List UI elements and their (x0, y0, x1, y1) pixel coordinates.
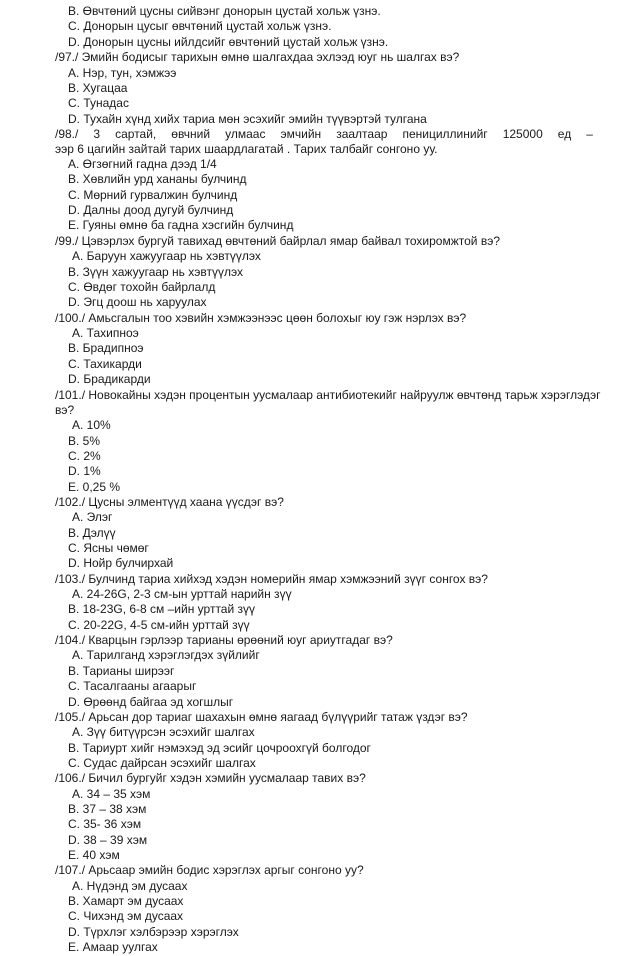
question-98-word: /98./ (55, 127, 79, 141)
question-text: /99./ Цэвэрлэх бургуй тавихад өвчтөний байрлал ямар байвал тохиромжтой вэ? (55, 234, 500, 248)
question-98-word: эмчийн (280, 127, 322, 141)
answer-option: C. Мөрний гурвалжин булчинд (68, 188, 238, 202)
answer-option: A. Тарилганд хэрэглэгдэх зүйлийг (72, 648, 260, 663)
answer-option: E. 40 хэм (68, 848, 120, 862)
question-98-word: өвчний (171, 127, 211, 141)
question-text: ээр 6 цагийн зайтай тарих шаардлагатай . Тарих талбайг сонгоно уу. (55, 142, 438, 156)
answer-option: C. Өвдөг тохойн байрлалд (68, 280, 216, 295)
answer-option: D. Далны доод дугуй булчинд (68, 203, 234, 217)
answer-option: E. 0,25 % (68, 479, 121, 494)
question-text: /97./ Эмийн бодисыг тарихын өмнө шалгахдаа эхлээд юуг нь шалгах вэ? (55, 50, 460, 64)
question-98-first-line (55, 127, 593, 143)
answer-option: C. Судас дайрсан эсэхийг шалгах (68, 755, 256, 770)
question-98-word: сартай, (115, 127, 157, 141)
answer-option: C. 35- 36 хэм (68, 817, 142, 832)
answer-option: D. Брадикарди (68, 372, 151, 387)
answer-option: C. 20-22G, 4-5 см-ийн урттай зүү (68, 617, 250, 632)
answer-option: D. 1% (68, 464, 101, 479)
question-text: /104./ Кварцын гэрлээр тарианы өрөөний юуг ариутгадаг вэ? (55, 633, 393, 648)
answer-option: B. Дэлүү (68, 525, 116, 540)
question-98-word: ед (557, 127, 572, 141)
answer-option: D. Түрхлэг хэлбэрээр хэрэглэх (68, 924, 239, 939)
question-text: вэ? (55, 402, 75, 417)
question-98-word: заалтаар (336, 127, 388, 141)
answer-option: D. Өрөөнд байгаа эд хогшлыг (68, 694, 234, 709)
answer-option: A. Өгзөгний гадна дээд 1/4 (68, 157, 217, 171)
answer-option: E. Гуяны өмнө ба гадна хэсгийн булчинд (68, 218, 294, 232)
question-98-word: 125000 (502, 127, 543, 141)
answer-option: D. Тухайн хүнд хийх тариа мөн эсэхийг эмийн түүвэртэй тулгана (68, 112, 427, 126)
answer-option: B. 18-23G, 6-8 см –ийн урттай зүү (68, 602, 256, 617)
answer-option: B. 37 – 38 хэм (68, 801, 147, 816)
answer-option: B. Өвчтөний цусны сийвэнг донорын цустай хольж үзнэ. (68, 4, 381, 18)
answer-option: B. Зүүн хажуугаар нь хэвтүүлэх (68, 264, 243, 279)
answer-option: A. 34 – 35 хэм (72, 786, 151, 801)
answer-option: E. Амаар уулгах (68, 940, 158, 955)
answer-option: B. Хөвлийн урд хананы булчинд (68, 172, 247, 186)
question-text: /100./ Амьсгалын тоо хэвийн хэмжээнээс цөөн болохыг юу гэж нэрлэх вэ? (55, 310, 467, 325)
answer-option: C. Тунадас (68, 96, 129, 110)
question-text: /101./ Новокайны хэдэн процентын уусмалаар антибиотекийг найруулж өвчтөнд тарьж хэрэглэдэг (55, 387, 601, 402)
answer-option: B. Брадипноэ (68, 341, 144, 356)
answer-option: A. Тахипноэ (72, 326, 139, 341)
question-text: /102./ Цусны элментүүд хаана үүсдэг вэ? (55, 494, 284, 509)
answer-option: B. Хугацаа (68, 81, 128, 95)
question-text: /106./ Бичил бургуйг хэдэн хэмийн уусмалаар тавих вэ? (55, 771, 366, 786)
answer-option: C. Тахикарди (68, 356, 142, 371)
question-98-word: 3 (93, 127, 101, 141)
answer-option: D. Нойр булчирхай (68, 556, 174, 571)
answer-option: D. 38 – 39 хэм (68, 832, 148, 847)
answer-option: A. 10% (72, 418, 111, 433)
answer-option: C. 2% (68, 448, 101, 463)
question-98-word: пенициллинийг (402, 127, 488, 141)
answer-option: B. Хамарт эм дусаах (68, 894, 184, 909)
answer-option: A. Элэг (72, 510, 113, 525)
answer-option: C. Ясны чөмөг (68, 541, 149, 555)
answer-option: A. Нэр, тун, хэмжээ (68, 66, 177, 80)
answer-option: A. Нүдэнд эм дусаах (72, 878, 188, 893)
answer-option: C. Донорын цусыг өвчтөний цустай хольж үзнэ. (68, 19, 332, 33)
answer-option: C. Тасалгааны агаарыг (68, 679, 197, 694)
answer-option: A. Зүү битүүрсэн эсэхийг шалгах (72, 725, 255, 740)
question-text: /103./ Булчинд тариа хийхэд хэдэн номерийн ямар хэмжээний зүүг сонгох вэ? (55, 571, 488, 586)
answer-option: D. Донорын цусны ийлдсийг өвчтөний цустай хольж үзнэ. (68, 35, 389, 49)
answer-option: A. 24-26G, 2-3 см-ын урттай нарийн зүү (72, 587, 292, 602)
answer-option: B. Тарианы ширээг (68, 663, 175, 678)
question-98-word: улмаас (225, 127, 266, 141)
answer-option: B. 5% (68, 433, 101, 448)
answer-option: A. Баруун хажуугаар нь хэвтүүлэх (72, 249, 261, 264)
answer-option: C. Чихэнд эм дусаах (68, 909, 184, 924)
answer-option: D. Эгц доош нь харуулах (68, 295, 207, 310)
question-text: /107./ Арьсаар эмийн бодис хэрэглэх аргыг сонгоно уу? (55, 863, 364, 878)
answer-option: B. Тариурт хийг нэмэхэд эд эсийг цочроохгүй болгодог (68, 740, 371, 755)
question-text: /105./ Арьсан дор тариаг шахахын өмнө яагаад бүлүүрийг татаж үздэг вэ? (55, 709, 468, 724)
question-98-word: – (586, 127, 593, 141)
